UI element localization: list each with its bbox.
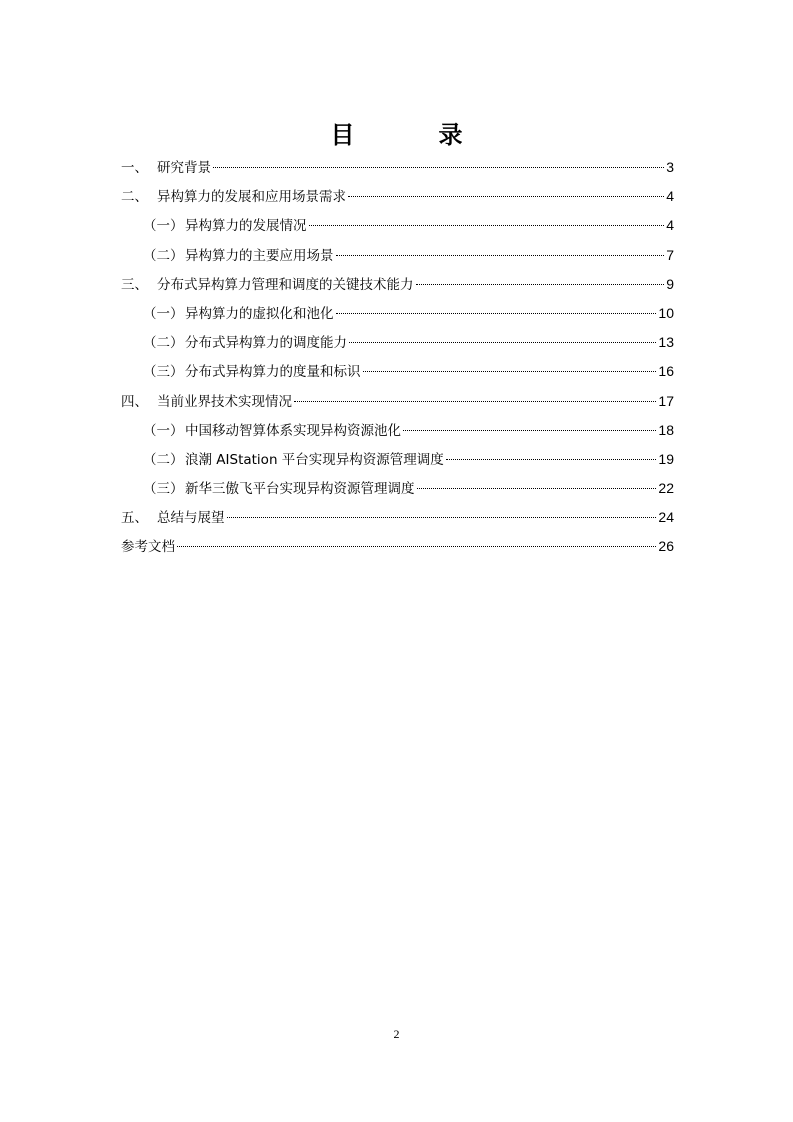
toc-entry-page: 4 [666,188,674,205]
dot-leader [403,430,656,431]
dot-leader [417,488,657,489]
toc-entry-page: 7 [666,246,674,263]
toc-entry-number: 二、 [121,189,148,206]
toc-entry-number: （一） [143,422,184,439]
toc-entry[interactable] [121,387,674,416]
table-of-contents [121,153,674,562]
toc-entry-number: （一） [143,305,184,322]
toc-entry[interactable] [121,474,674,503]
dot-leader [336,313,657,314]
toc-entry-title: 分布式异构算力的度量和标识 [185,364,361,381]
toc-entry-title: 异构算力的发展和应用场景需求 [157,189,346,206]
toc-entry-title: 总结与展望 [157,510,225,527]
toc-entry-number: （二） [143,451,184,468]
dot-leader [363,371,657,372]
toc-entry-page: 4 [666,217,674,234]
toc-entry[interactable] [121,532,674,561]
toc-entry-page: 10 [658,304,674,321]
toc-entry-title: 浪潮 AIStation 平台实现异构资源管理调度 [185,451,444,468]
toc-entry-number: （二） [143,247,184,264]
dot-leader [227,517,657,518]
toc-entry[interactable] [121,416,674,445]
dot-leader [348,196,664,197]
toc-entry-page: 13 [658,334,674,351]
toc-entry-page: 24 [658,509,674,526]
dot-leader [294,401,656,402]
toc-entry-page: 26 [658,538,674,555]
toc-entry-title: 研究背景 [157,160,211,176]
toc-entry-number: 四、 [121,393,148,410]
toc-entry-number: （三） [143,481,184,498]
toc-entry[interactable] [121,241,674,270]
dot-leader [213,167,664,168]
toc-entry-title: 分布式异构算力管理和调度的关键技术能力 [157,276,414,293]
toc-entry-title: 分布式异构算力的调度能力 [185,335,347,352]
toc-entry-title: 异构算力的虚拟化和池化 [185,305,334,322]
toc-entry[interactable] [121,182,674,211]
dot-leader [416,284,665,285]
dot-leader [309,225,665,226]
footer-page-number: 2 [393,1027,400,1041]
toc-entry[interactable] [121,211,674,240]
toc-entry[interactable] [121,357,674,386]
toc-entry-title: 参考文档 [121,539,175,556]
toc-entry-page: 18 [658,421,674,438]
toc-entry[interactable] [121,503,674,532]
toc-entry-page: 17 [658,392,674,409]
toc-entry-number: （一） [143,218,184,235]
toc-entry[interactable] [121,445,674,474]
toc-entry-title: 新华三傲飞平台实现异构资源管理调度 [185,481,415,498]
toc-entry-number: 五、 [121,510,148,527]
toc-entry-number: （三） [143,364,184,381]
toc-entry-title: 异构算力的发展情况 [185,218,307,235]
dot-leader [177,546,656,547]
toc-entry-page: 22 [658,480,674,497]
toc-entry-title: 中国移动智算体系实现异构资源池化 [185,422,401,439]
toc-entry[interactable] [121,328,674,357]
dot-leader [336,255,665,256]
toc-entry-page: 3 [666,159,674,175]
toc-entry[interactable] [121,299,674,328]
toc-entry-page: 9 [666,275,674,292]
toc-entry-page: 16 [658,363,674,380]
toc-entry-page: 19 [658,450,674,467]
toc-entry[interactable] [121,153,674,182]
toc-entry-title: 异构算力的主要应用场景 [185,247,334,264]
toc-entry-number: 三、 [121,276,148,293]
dot-leader [446,459,657,460]
toc-entry-number: 一、 [121,160,148,176]
toc-entry[interactable] [121,270,674,299]
page-title: 目 录 [330,120,493,149]
toc-entry-number: （二） [143,335,184,352]
toc-entry-title: 当前业界技术实现情况 [157,393,292,410]
dot-leader [349,342,656,343]
